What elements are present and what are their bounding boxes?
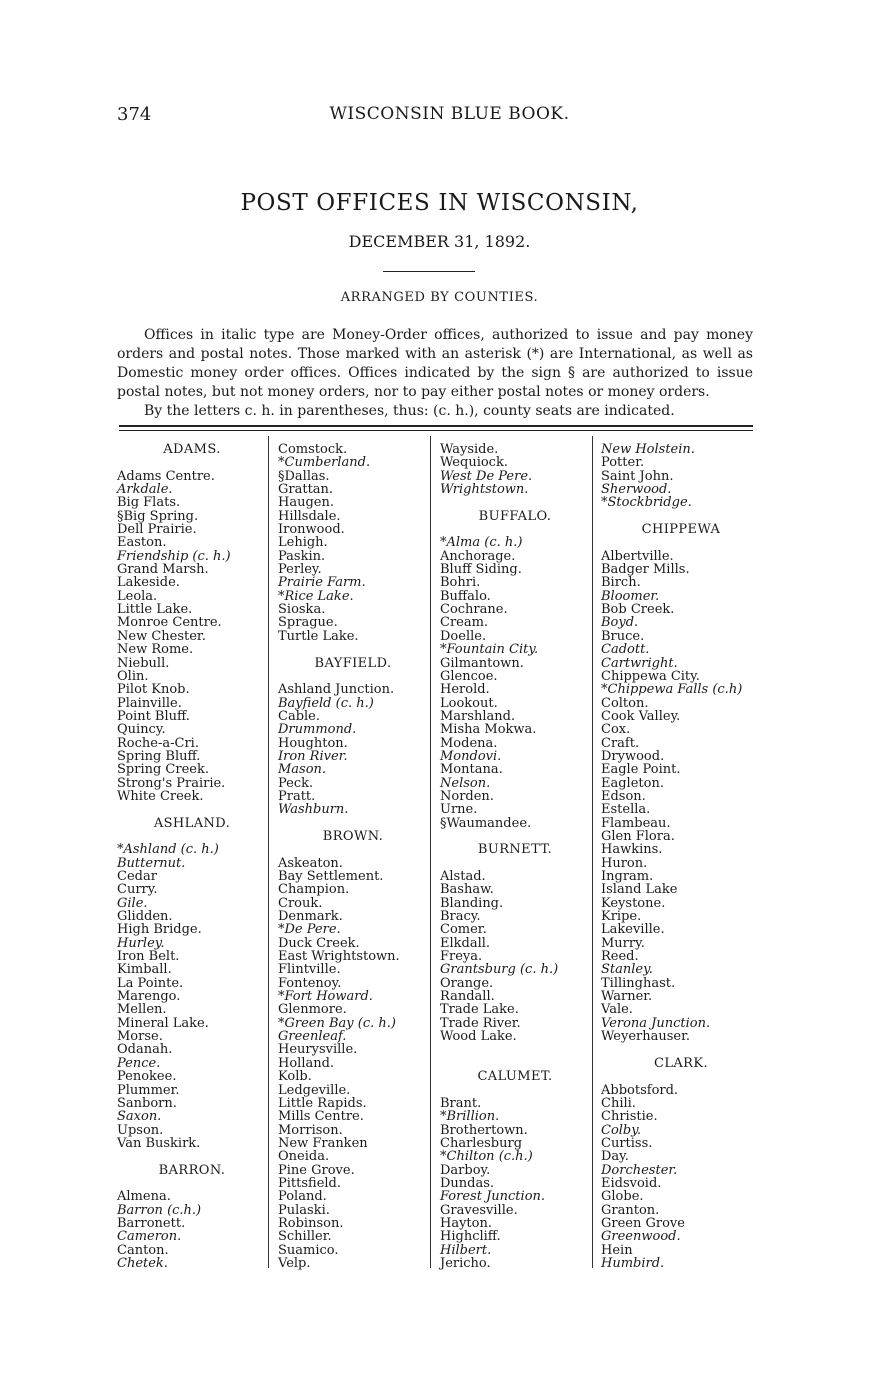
post-office-entry: Barronett. — [117, 1215, 186, 1231]
post-office-entry: Crouk. — [278, 895, 323, 911]
spacer — [278, 670, 428, 683]
post-office-entry: Granton. — [601, 1202, 660, 1218]
post-office-entry: *Stockbridge. — [601, 495, 692, 511]
spacer — [117, 1177, 267, 1190]
post-office-entry: Colton. — [601, 695, 649, 711]
post-office-entry: High Bridge. — [117, 922, 202, 938]
post-office-entry: Niebull. — [117, 655, 170, 671]
column-3 — [440, 443, 590, 1270]
post-office-entry: Mason. — [278, 762, 327, 778]
county-heading: CALUMET. — [477, 1069, 553, 1085]
post-office-entry: Mineral Lake. — [117, 1015, 209, 1031]
post-office-entry: Arkdale. — [117, 482, 173, 498]
post-office-entry: Greenleaf. — [278, 1029, 347, 1045]
column-1 — [117, 443, 267, 1270]
post-office-entry: Glidden. — [117, 909, 173, 925]
post-office-entry: White Creek. — [117, 788, 204, 804]
post-office-entry: Wequiock. — [440, 455, 508, 471]
post-office-entry: Pine Grove. — [278, 1162, 355, 1178]
post-office-entry: Askeaton. — [278, 855, 343, 871]
county-heading: ADAMS. — [163, 442, 221, 457]
post-office-entry: Ledgeville. — [278, 1082, 351, 1098]
county-heading: BROWN. — [322, 828, 384, 844]
post-office-entry: Hillsdale. — [278, 508, 341, 524]
post-office-entry: Doelle. — [440, 628, 487, 644]
post-office-entry: Elkdall. — [440, 935, 491, 951]
column-2 — [278, 443, 428, 1270]
post-office-entry: Upson. — [117, 1122, 164, 1138]
post-office-entry: Blanding. — [440, 895, 504, 911]
post-office-entry: Heurysville. — [278, 1042, 358, 1058]
post-office-entry: Bloomer. — [601, 588, 660, 604]
post-office-entry: New Franken — [278, 1135, 368, 1151]
spacer — [440, 857, 590, 870]
post-office-entry: Hein — [601, 1242, 633, 1258]
intro-paragraph: Offices in italic type are Money-Order offices, authorized to issue and pay money orders and postal notes. Those marked with an asterisk (*) are International, as well as Domestic money order offices. Offices indicated by the sign § are authorized to issue postal notes, but not money orders, nor to pay either postal notes or money orders. — [117, 327, 753, 400]
spacer — [117, 830, 267, 843]
post-office-entry: Mellen. — [117, 1002, 167, 1018]
post-office-entry: Chetek. — [117, 1255, 168, 1271]
post-office-entry: Mills Centre. — [278, 1109, 364, 1125]
post-office-entry: Van Buskirk. — [117, 1135, 201, 1151]
column-divider — [592, 436, 593, 1268]
page-number: 374 — [117, 104, 152, 125]
post-office-entry: Sanborn. — [117, 1095, 177, 1111]
post-office-entry: Adams Centre. — [117, 468, 215, 484]
post-office-entry: Cox. — [601, 722, 631, 738]
post-office-entry: Morrison. — [278, 1122, 343, 1138]
post-office-entry: Cream. — [440, 615, 489, 631]
post-office-entry: New Rome. — [117, 642, 194, 658]
post-office-entry: Lakeville. — [601, 922, 665, 938]
post-office-entry: *Chippewa Falls (c.h) — [601, 682, 743, 698]
post-office-entry: Almena. — [117, 1189, 171, 1205]
post-office-entry: Bracy. — [440, 909, 481, 925]
spacer — [601, 510, 761, 523]
post-office-entry: Jericho. — [440, 1255, 491, 1271]
county-heading: CLARK. — [653, 1055, 708, 1071]
post-office-entry: Sherwood. — [601, 482, 672, 498]
post-office-entry: *Cumberland. — [278, 455, 371, 471]
post-office-entry: Cook Valley. — [601, 708, 681, 724]
post-office-entry: Randall. — [440, 989, 495, 1005]
post-office-entry: New Chester. — [117, 628, 206, 644]
post-office-entry: Dundas. — [440, 1175, 495, 1191]
post-office-entry: Penokee. — [117, 1069, 177, 1085]
spacer — [601, 536, 761, 549]
post-office-entry: Comer. — [440, 922, 487, 938]
post-office-entry: Potter. — [601, 455, 645, 471]
post-office-entry: Hilbert. — [440, 1242, 492, 1258]
post-office-entry: Little Lake. — [117, 602, 193, 618]
post-office-entry: Kolb. — [278, 1069, 312, 1085]
post-office-entry: *Chilton (c.h.) — [440, 1149, 533, 1165]
post-office-entry: Wrightstown. — [440, 482, 529, 498]
post-office-entry: Ashland Junction. — [278, 682, 395, 698]
post-office-entry: Forest Junction. — [440, 1189, 546, 1205]
post-office-entry: Freya. — [440, 949, 483, 965]
post-office-entry: Stanley. — [601, 962, 653, 978]
intro-text — [117, 326, 753, 421]
post-office-entry: Day. — [601, 1149, 629, 1165]
post-office-entry: Christie. — [601, 1109, 658, 1125]
post-office-entry: Misha Mokwa. — [440, 722, 537, 738]
post-office-entry: Monroe Centre. — [117, 615, 222, 631]
post-office-entry: Big Flats. — [117, 495, 181, 511]
post-office-entry: Drywood. — [601, 748, 665, 764]
post-office-entry: §Dallas. — [278, 468, 330, 484]
post-office-entry: Butternut. — [117, 855, 186, 871]
post-office-entry: Kimball. — [117, 962, 172, 978]
post-office-entry: *Fort Howard. — [278, 989, 373, 1005]
post-office-entry: Comstock. — [278, 442, 348, 457]
post-office-entry: Urne. — [440, 802, 478, 818]
post-office-entry: Eagleton. — [601, 775, 664, 791]
spacer — [278, 643, 428, 656]
post-office-entry: New Holstein. — [601, 442, 695, 457]
post-office-entry: Cameron. — [117, 1229, 182, 1245]
post-office-entry: *Rice Lake. — [278, 588, 354, 604]
post-office-entry: Little Rapids. — [278, 1095, 367, 1111]
post-office-entry: Colby. — [601, 1122, 642, 1138]
county-heading: BAYFIELD. — [314, 655, 392, 671]
post-office-entry: Orange. — [440, 975, 494, 991]
post-office-entry: Montana. — [440, 762, 503, 778]
post-office-entry: Island Lake — [601, 882, 678, 898]
post-office-entry: Glenmore. — [278, 1002, 347, 1018]
post-office-entry: Easton. — [117, 535, 167, 551]
post-office-entry: Anchorage. — [440, 548, 516, 564]
post-office-entry: Albertville. — [601, 548, 674, 564]
post-office-entry: Kripe. — [601, 909, 642, 925]
post-office-entry: Greenwood. — [601, 1229, 681, 1245]
spacer — [440, 523, 590, 536]
post-office-entry: Morse. — [117, 1029, 163, 1045]
post-office-entry: Cartwright. — [601, 655, 678, 671]
post-office-entry: Herold. — [440, 682, 490, 698]
post-office-entry: Champion. — [278, 882, 350, 898]
post-office-entry: Iron River. — [278, 748, 348, 764]
post-office-entry: Glen Flora. — [601, 828, 675, 844]
post-office-entry: Suamico. — [278, 1242, 339, 1258]
post-office-entry: Cedar — [117, 869, 157, 884]
post-office-entry: Darboy. — [440, 1162, 491, 1178]
post-office-entry: Pilot Knob. — [117, 682, 190, 698]
post-office-entry: Globe. — [601, 1189, 644, 1205]
post-office-entry: Plummer. — [117, 1082, 180, 1098]
column-divider — [430, 436, 431, 1268]
post-office-entry: Brant. — [440, 1095, 482, 1111]
column-divider — [268, 436, 269, 1268]
post-office-entry: Lehigh. — [278, 535, 328, 551]
post-office-entry: Friendship (c. h.) — [117, 548, 231, 564]
post-office-entry: Ingram. — [601, 869, 654, 884]
spacer — [440, 1057, 590, 1070]
post-office-entry: East Wrightstown. — [278, 949, 400, 965]
spacer — [440, 496, 590, 509]
county-heading: BUFFALO. — [478, 508, 552, 524]
post-office-entry: Pence. — [117, 1055, 161, 1071]
post-office-entry: Weyerhauser. — [601, 1029, 691, 1045]
post-office-entry: §Waumandee. — [440, 815, 532, 831]
post-office-entry: Haugen. — [278, 495, 334, 511]
post-office-entry: Lakeside. — [117, 575, 180, 591]
post-office-entry: Reed. — [601, 949, 639, 965]
spacer — [440, 1084, 590, 1097]
post-office-entry: Wayside. — [440, 442, 499, 457]
post-office-entry: *Fountain City. — [440, 642, 539, 658]
spacer — [117, 456, 267, 469]
post-office-entry: Wood Lake. — [440, 1029, 517, 1045]
post-office-entry: Fontenoy. — [278, 975, 342, 991]
post-office-entry: Bob Creek. — [601, 602, 675, 618]
post-office-entry: Eagle Point. — [601, 762, 681, 778]
post-office-entry: Saint John. — [601, 468, 674, 484]
spacer — [440, 1043, 590, 1056]
post-office-entry: Warner. — [601, 989, 653, 1005]
page-title: POST OFFICES IN WISCONSIN, — [240, 190, 639, 216]
county-heading: BURNETT. — [477, 842, 553, 858]
post-office-entry: Plainville. — [117, 695, 182, 711]
page-subtitle: DECEMBER 31, 1892. — [348, 232, 531, 251]
post-office-entry: West De Pere. — [440, 468, 533, 484]
post-office-entry: Prairie Farm. — [278, 575, 366, 591]
post-office-entry: Bluff Siding. — [440, 562, 522, 578]
post-office-entry: Paskin. — [278, 548, 326, 564]
post-office-entry: Hawkins. — [601, 842, 663, 858]
post-office-entry: Grattan. — [278, 482, 334, 498]
post-office-entry: Murry. — [601, 935, 645, 951]
post-office-entry: Flambeau. — [601, 815, 671, 831]
post-office-entry: Turtle Lake. — [278, 628, 359, 644]
post-office-entry: *Alma (c. h.) — [440, 535, 523, 551]
post-office-entry: Curry. — [117, 882, 158, 898]
post-office-entry: Grand Marsh. — [117, 562, 209, 578]
spacer — [278, 843, 428, 856]
post-office-entry: Washburn. — [278, 802, 349, 818]
post-office-entry: Holland. — [278, 1055, 335, 1071]
post-office-entry: Tillinghast. — [601, 975, 676, 991]
post-office-entry: Hayton. — [440, 1215, 492, 1231]
post-office-entry: Buffalo. — [440, 588, 491, 604]
post-office-entry: Leola. — [117, 588, 158, 604]
post-office-entry: Grantsburg (c. h.) — [440, 962, 559, 978]
post-office-entry: Duck Creek. — [278, 935, 360, 951]
post-office-entry: Drummond. — [278, 722, 357, 738]
post-office-entry: Chippewa City. — [601, 668, 700, 684]
post-office-entry: Marengo. — [117, 989, 181, 1005]
post-office-entry: Modena. — [440, 735, 498, 751]
post-office-entry: Poland. — [278, 1189, 327, 1205]
post-office-entry: Pratt. — [278, 788, 316, 804]
post-office-entry: Velp. — [278, 1255, 311, 1271]
post-office-entry: Flintville. — [278, 962, 341, 978]
spacer — [278, 817, 428, 830]
post-office-entry: Pulaski. — [278, 1202, 330, 1218]
post-office-entry: Schiller. — [278, 1229, 332, 1245]
post-office-entry: Odanah. — [117, 1042, 173, 1058]
post-office-entry: Bayfield (c. h.) — [278, 695, 374, 711]
post-office-entry: Green Grove — [601, 1215, 685, 1231]
post-office-entry: Charlesburg — [440, 1135, 523, 1151]
post-office-entry: Hurley. — [117, 935, 165, 951]
post-office-entry: Roche-a-Cri. — [117, 735, 199, 751]
post-office-entry: Sprague. — [278, 615, 338, 631]
post-office-entry: Highcliff. — [440, 1229, 501, 1245]
post-office-entry: Keystone. — [601, 895, 666, 911]
post-office-entry: Lookout. — [440, 695, 498, 711]
post-office-entry: Vale. — [601, 1002, 633, 1018]
arranged-heading: ARRANGED BY COUNTIES. — [340, 290, 539, 305]
post-office-entry: Canton. — [117, 1242, 169, 1258]
post-office-entry: Estella. — [601, 802, 651, 818]
post-office-entry: La Pointe. — [117, 975, 184, 991]
post-office-entry: Humbird. — [601, 1255, 665, 1271]
post-office-entry: Birch. — [601, 575, 641, 591]
post-office-entry: Bruce. — [601, 628, 645, 644]
intro-paragraph: By the letters c. h. in parentheses, thus: (c. h.), county seats are indicated. — [144, 403, 675, 419]
post-office-entry: Cable. — [278, 708, 321, 724]
post-office-entry: Houghton. — [278, 735, 348, 751]
post-office-entry: Point Bluff. — [117, 708, 190, 724]
post-office-entry: Huron. — [601, 855, 648, 871]
post-office-entry: Robinson. — [278, 1215, 344, 1231]
post-office-entry: *De Pere. — [278, 922, 341, 938]
post-office-entry: *Ashland (c. h.) — [117, 842, 219, 858]
post-office-entry: Mondovi. — [440, 748, 502, 764]
post-office-entry: Nelson. — [440, 775, 491, 791]
post-office-entry: Barron (c.h.) — [117, 1202, 202, 1218]
post-office-entry: Dorchester. — [601, 1162, 678, 1178]
post-office-entry: Brothertown. — [440, 1122, 528, 1138]
post-office-entry: Alstad. — [440, 869, 486, 884]
post-office-entry: §Big Spring. — [117, 508, 199, 524]
title-rule — [383, 271, 475, 272]
post-office-entry: Norden. — [440, 788, 494, 804]
post-office-entry: Dell Prairie. — [117, 522, 197, 538]
post-office-entry: Bashaw. — [440, 882, 494, 898]
post-office-entry: Eidsvoid. — [601, 1175, 662, 1191]
post-office-entry: Badger Mills. — [601, 562, 690, 578]
spacer — [601, 1043, 761, 1056]
post-office-entry: Olin. — [117, 668, 149, 684]
post-office-entry: Cochrane. — [440, 602, 508, 618]
post-office-entry: *Green Bay (c. h.) — [278, 1015, 396, 1031]
post-office-entry: Ironwood. — [278, 522, 345, 538]
column-4 — [601, 443, 761, 1270]
post-office-entry: Bohri. — [440, 575, 481, 591]
post-office-entry: Bay Settlement. — [278, 869, 384, 884]
post-office-entry: Pittsfield. — [278, 1175, 342, 1191]
post-office-entry: Oneida. — [278, 1149, 330, 1165]
post-office-entry: Trade River. — [440, 1015, 521, 1031]
post-office-entry: Gile. — [117, 895, 148, 911]
post-office-entry: Sioska. — [278, 602, 326, 618]
post-office-entry: Trade Lake. — [440, 1002, 519, 1018]
post-office-entry: Perley. — [278, 562, 322, 578]
post-office-entry: Strong's Prairie. — [117, 775, 226, 791]
post-office-entry: Verona Junction. — [601, 1015, 711, 1031]
post-office-entry: Denmark. — [278, 909, 343, 925]
county-heading: CHIPPEWA — [641, 522, 721, 538]
post-office-entry: Saxon. — [117, 1109, 162, 1125]
post-office-entry: Edson. — [601, 788, 646, 804]
post-office-entry: Spring Bluff. — [117, 748, 201, 764]
post-office-entry: Chili. — [601, 1095, 636, 1111]
post-office-entry: *Brillion. — [440, 1109, 500, 1125]
spacer — [440, 830, 590, 843]
post-office-entry: Glencoe. — [440, 668, 498, 684]
spacer — [117, 1150, 267, 1163]
spacer — [117, 803, 267, 816]
county-heading: ASHLAND. — [153, 815, 231, 831]
running-head: WISCONSIN BLUE BOOK. — [329, 104, 570, 124]
post-office-entry: Peck. — [278, 775, 314, 791]
post-office-entry: Curtiss. — [601, 1135, 653, 1151]
post-office-entry: Abbotsford. — [601, 1082, 679, 1098]
post-office-entry: Marshland. — [440, 708, 516, 724]
spacer — [601, 1070, 761, 1083]
post-office-entry: Iron Belt. — [117, 949, 180, 965]
county-heading: BARRON. — [158, 1162, 226, 1178]
post-office-entry: Quincy. — [117, 722, 166, 738]
post-office-entry: Boyd. — [601, 615, 639, 631]
post-office-entry: Craft. — [601, 735, 640, 751]
double-rule — [119, 425, 753, 431]
post-office-entry: Gravesville. — [440, 1202, 518, 1218]
post-office-entry: Gilmantown. — [440, 655, 524, 671]
post-office-entry: Cadott. — [601, 642, 650, 658]
post-office-entry: Spring Creek. — [117, 762, 209, 778]
